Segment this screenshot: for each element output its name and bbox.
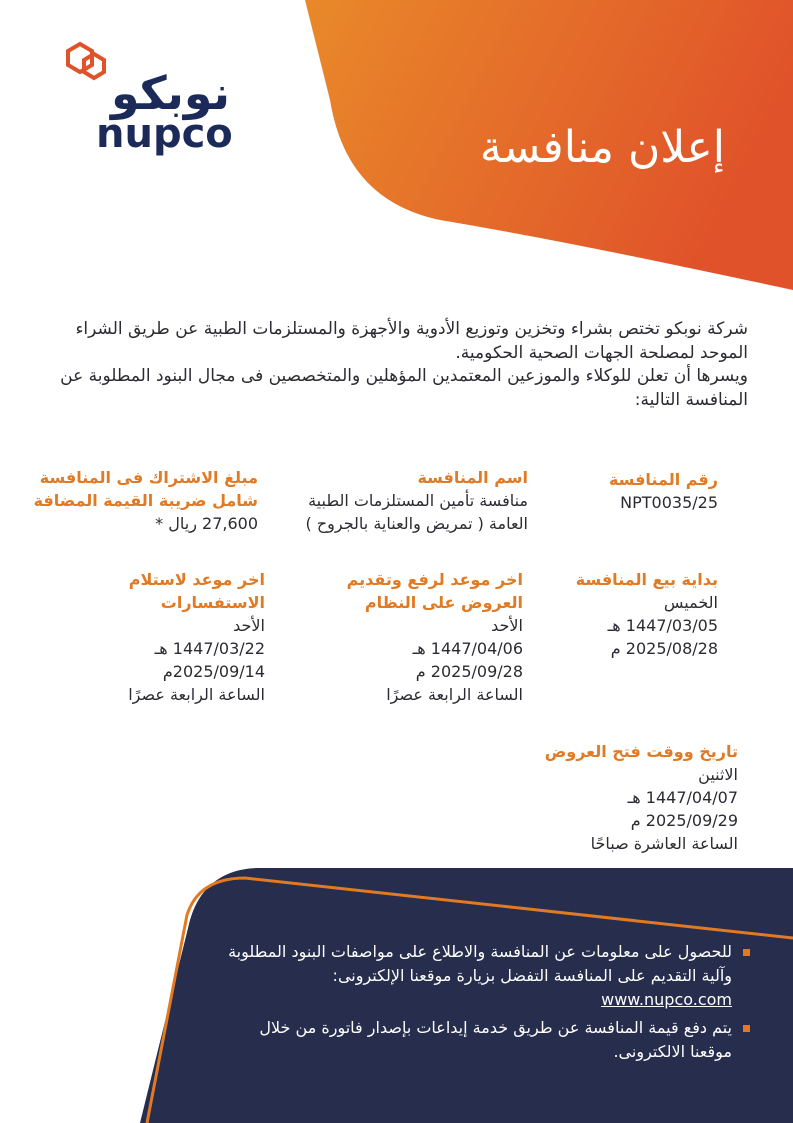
submission-deadline-label: العروض على النظام — [364, 593, 523, 612]
sale-start-line: 1447/03/05 هـ — [607, 616, 718, 635]
sale-start-label: بداية بيع المنافسة — [575, 570, 718, 589]
inquiries-deadline-line: 1447/03/22 هـ — [154, 639, 265, 658]
footer-item-1-text: للحصول على معلومات عن المنافسة والاطلاع على مواصفات البنود المطلوبة وآلية التقديم على المنافسة التفضل بزيارة موقعنا الإلكترونى: — [228, 942, 732, 985]
inquiries-deadline-label: اخر موعد لاستلام — [128, 570, 265, 589]
tender-number-value: NPT0035/25 — [620, 493, 718, 512]
inquiries-deadline-line: 2025/09/14م — [162, 662, 265, 681]
tender-number-label: رقم المنافسة — [608, 470, 718, 489]
inquiries-deadline-field — [65, 568, 265, 706]
submission-deadline-line: 1447/04/06 هـ — [412, 639, 523, 658]
footer-item-1 — [220, 940, 750, 1012]
submission-deadline-line: الساعة الرابعة عصرًا — [386, 685, 523, 704]
intro-paragraph-1: شركة نوبكو تختص بشراء وتخزين وتوزيع الأدوية والأجهزة والمستلزمات الطبية عن طريق الشراء الموحد لمصلحة الجهات الصحية الحكومية. — [75, 319, 748, 363]
submission-deadline-line: الأحد — [491, 616, 523, 635]
intro-paragraph-2: ويسرها أن تعلن للوكلاء والموزعين المعتمدين المؤهلين والمتخصصين فى مجال البنود المطلوبة عن المنافسة التالية: — [60, 366, 748, 410]
fee-label-line: مبلغ الاشتراك فى المنافسة — [39, 468, 258, 487]
sale-start-line: الخميس — [663, 593, 718, 612]
footer-item-2 — [220, 1016, 750, 1064]
opening-line: 1447/04/07 هـ — [627, 788, 738, 807]
logo-english-text: nupco — [96, 111, 233, 157]
fee-field — [18, 466, 258, 535]
tender-number-field — [528, 468, 718, 514]
bullet-square-icon — [743, 949, 750, 956]
tender-name-line: العامة ( تمريض والعناية بالجروح ) — [305, 514, 528, 533]
inquiries-deadline-line: الساعة الرابعة عصرًا — [128, 685, 265, 704]
opening-line: الاثنين — [698, 765, 738, 784]
fee-value: 27,600 ريال * — [155, 514, 258, 533]
inquiries-deadline-label: الاستفسارات — [160, 593, 265, 612]
tender-name-label: اسم المنافسة — [417, 468, 528, 487]
submission-deadline-line: 2025/09/28 م — [415, 662, 523, 681]
page-title: إعلان منافسة — [479, 122, 725, 173]
intro-text — [40, 318, 748, 412]
logo-arabic-text: نوبكو — [111, 66, 230, 120]
tender-name-line: منافسة تأمين المستلزمات الطبية — [308, 491, 528, 510]
submission-deadline-label: اخر موعد لرفع وتقديم — [346, 570, 523, 589]
opening-line: الساعة العاشرة صباحًا — [590, 834, 738, 853]
opening-label: تاريخ ووقت فتح العروض — [544, 742, 738, 761]
nupco-logo — [64, 40, 234, 160]
opening-field — [518, 740, 738, 855]
footer-info — [220, 940, 750, 1068]
bullet-square-icon — [743, 1025, 750, 1032]
inquiries-deadline-line: الأحد — [233, 616, 265, 635]
sale-start-line: 2025/08/28 م — [610, 639, 718, 658]
website-link[interactable]: www.nupco.com — [601, 990, 732, 1009]
sale-start-field — [528, 568, 718, 660]
fee-label-line: شامل ضريبة القيمة المضافة — [33, 491, 258, 510]
footer-item-2-text: يتم دفع قيمة المنافسة عن طريق خدمة إيداعات بإصدار فاتورة من خلال موقعنا الالكترونى. — [259, 1018, 732, 1061]
tender-name-field — [278, 466, 528, 535]
submission-deadline-field — [323, 568, 523, 706]
opening-line: 2025/09/29 م — [630, 811, 738, 830]
